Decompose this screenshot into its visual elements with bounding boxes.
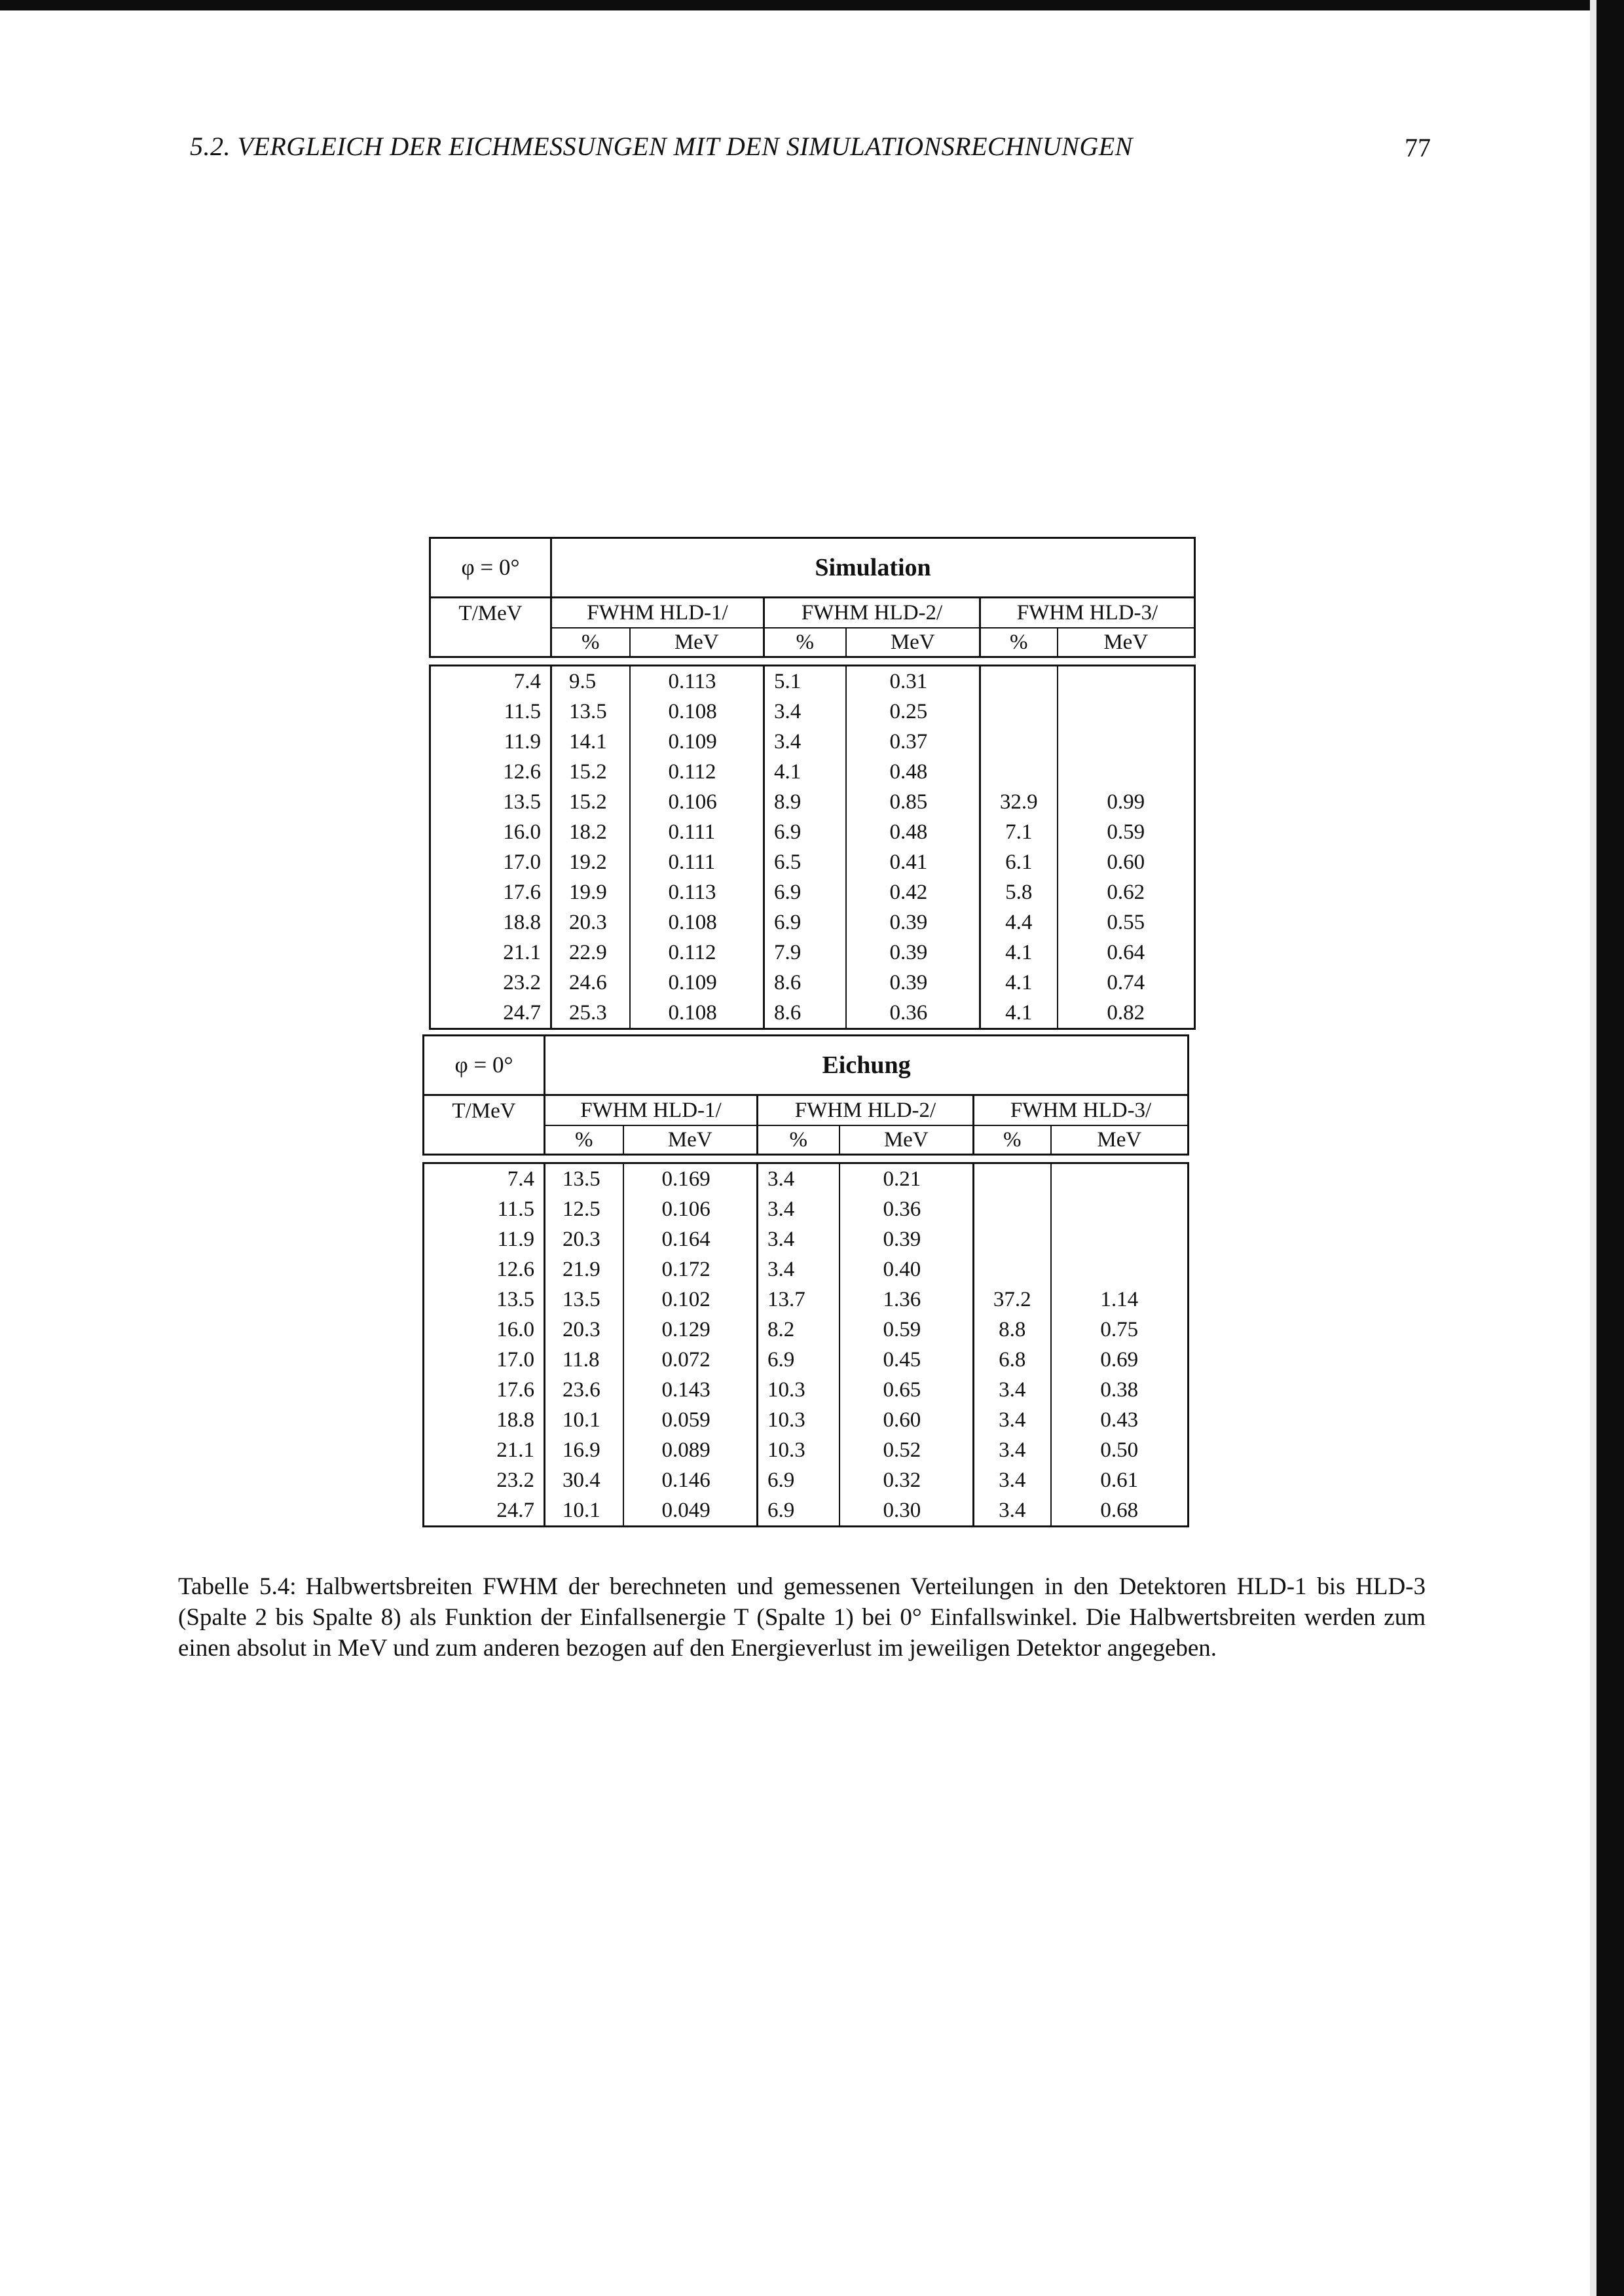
column-header-energy: T/MeV [430,598,551,657]
calibration-table [422,1034,1189,1527]
hld2-percent-cell: 6.5 [764,847,846,877]
unit-header: MeV [623,1125,758,1155]
hld1-percent-cell: 10.1 [545,1405,623,1435]
hld2-mev-cell: 0.39 [846,907,980,938]
hld1-mev-cell: 0.169 [623,1163,758,1195]
hld3-percent-cell [974,1163,1051,1195]
hld1-mev-cell: 0.164 [623,1224,758,1254]
table-row [430,968,1195,998]
group-header-hld2: FWHM HLD-2/ [764,598,980,629]
hld1-percent-cell: 13.5 [551,697,630,727]
hld2-percent-cell: 8.2 [758,1315,840,1345]
hld1-percent-cell: 13.5 [545,1163,623,1195]
unit-header: MeV [840,1125,974,1155]
table-row [430,727,1195,757]
hld2-percent-cell: 3.4 [764,697,846,727]
hld2-percent-cell: 10.3 [758,1375,840,1405]
unit-header: % [974,1125,1051,1155]
hld2-mev-cell: 0.36 [840,1194,974,1224]
hld2-mev-cell: 0.39 [846,938,980,968]
hld2-mev-cell: 0.41 [846,847,980,877]
hld2-percent-cell: 6.9 [764,877,846,907]
hld3-percent-cell: 8.8 [974,1315,1051,1345]
angle-label: φ = 0° [430,538,551,598]
table-row [430,666,1195,697]
hld1-mev-cell: 0.089 [623,1435,758,1465]
table-row [424,1163,1189,1195]
hld3-mev-cell: 0.82 [1058,998,1195,1029]
hld3-percent-cell: 3.4 [974,1405,1051,1435]
hld3-mev-cell [1051,1224,1189,1254]
hld1-mev-cell: 0.109 [630,727,764,757]
energy-cell: 17.6 [424,1375,545,1405]
unit-header: % [758,1125,840,1155]
energy-cell: 11.9 [430,727,551,757]
hld3-mev-cell: 0.68 [1051,1495,1189,1527]
hld3-mev-cell: 1.14 [1051,1285,1189,1315]
unit-header: % [545,1125,623,1155]
hld2-mev-cell: 0.32 [840,1465,974,1495]
hld1-mev-cell: 0.112 [630,757,764,787]
hld3-percent-cell: 4.1 [980,998,1058,1029]
energy-cell: 12.6 [424,1254,545,1285]
hld1-percent-cell: 19.2 [551,847,630,877]
group-header-hld1: FWHM HLD-1/ [551,598,764,629]
energy-cell: 23.2 [430,968,551,998]
hld3-percent-cell: 4.1 [980,968,1058,998]
energy-cell: 24.7 [430,998,551,1029]
hld2-percent-cell: 10.3 [758,1405,840,1435]
table-row [424,1224,1189,1254]
table-title: Eichung [545,1036,1189,1095]
table-row [430,938,1195,968]
hld3-percent-cell: 32.9 [980,787,1058,817]
hld2-mev-cell: 1.36 [840,1285,974,1315]
hld2-percent-cell: 5.1 [764,666,846,697]
hld3-mev-cell: 0.74 [1058,968,1195,998]
hld1-percent-cell: 13.5 [545,1285,623,1315]
table-caption [178,1571,1426,1664]
hld1-mev-cell: 0.102 [623,1285,758,1315]
energy-cell: 16.0 [424,1315,545,1345]
group-header-hld2: FWHM HLD-2/ [758,1095,974,1126]
energy-cell: 23.2 [424,1465,545,1495]
hld2-percent-cell: 13.7 [758,1285,840,1315]
running-title: 5.2. VERGLEICH DER EICHMESSUNGEN MIT DEN SIMULATIONSRECHNUNGEN [190,132,1133,161]
hld2-percent-cell: 4.1 [764,757,846,787]
hld1-percent-cell: 21.9 [545,1254,623,1285]
table-row [430,998,1195,1029]
hld1-percent-cell: 20.3 [545,1315,623,1345]
hld2-percent-cell: 6.9 [764,907,846,938]
hld1-mev-cell: 0.143 [623,1375,758,1405]
hld1-percent-cell: 16.9 [545,1435,623,1465]
hld3-mev-cell: 0.75 [1051,1315,1189,1345]
hld3-mev-cell [1058,666,1195,697]
hld1-percent-cell: 20.3 [551,907,630,938]
hld3-mev-cell: 0.61 [1051,1465,1189,1495]
hld2-mev-cell: 0.59 [840,1315,974,1345]
unit-header: % [764,628,846,657]
hld2-mev-cell: 0.39 [846,968,980,998]
hld3-mev-cell [1058,727,1195,757]
hld1-mev-cell: 0.049 [623,1495,758,1527]
simulation-table [429,537,1196,1030]
table-row [430,697,1195,727]
hld2-percent-cell: 3.4 [758,1224,840,1254]
hld3-percent-cell: 3.4 [974,1465,1051,1495]
hld1-percent-cell: 24.6 [551,968,630,998]
hld3-mev-cell [1058,757,1195,787]
hld2-mev-cell: 0.36 [846,998,980,1029]
caption-text: Halbwertsbreiten FWHM der berechneten und gemessenen Verteilungen in den Detektoren HLD-1 bis HLD-3 (Spalte 2 bis Spalte 8) als Funktion der Einfallsenergie T (Spalte 1) bei 0° Einfallswinkel. Die Halbwertsbreiten werden zum einen absolut in MeV und zum anderen bezogen auf den Energieverlust im jeweiligen Detektor angegeben. [178,1573,1426,1662]
hld1-mev-cell: 0.172 [623,1254,758,1285]
energy-cell: 13.5 [424,1285,545,1315]
hld2-percent-cell: 6.9 [758,1495,840,1527]
hld2-mev-cell: 0.25 [846,697,980,727]
table-row [430,757,1195,787]
caption-label: Tabelle 5.4: [178,1573,297,1600]
hld3-percent-cell: 3.4 [974,1435,1051,1465]
hld2-percent-cell: 6.9 [758,1465,840,1495]
hld2-percent-cell: 8.6 [764,968,846,998]
hld3-percent-cell: 3.4 [974,1495,1051,1527]
hld3-percent-cell [980,666,1058,697]
unit-header: MeV [630,628,764,657]
hld3-percent-cell [974,1194,1051,1224]
hld1-mev-cell: 0.112 [630,938,764,968]
hld1-percent-cell: 23.6 [545,1375,623,1405]
angle-label: φ = 0° [424,1036,545,1095]
energy-cell: 17.0 [424,1345,545,1375]
hld1-mev-cell: 0.113 [630,877,764,907]
hld2-mev-cell: 0.37 [846,727,980,757]
energy-cell: 21.1 [430,938,551,968]
hld3-mev-cell: 0.62 [1058,877,1195,907]
hld3-mev-cell: 0.59 [1058,817,1195,847]
hld3-percent-cell [980,757,1058,787]
energy-cell: 18.8 [424,1405,545,1435]
calibration-header [424,1036,1189,1163]
hld1-mev-cell: 0.129 [623,1315,758,1345]
hld3-mev-cell [1051,1194,1189,1224]
hld3-percent-cell [980,727,1058,757]
table-row [424,1405,1189,1435]
hld1-mev-cell: 0.108 [630,907,764,938]
energy-cell: 17.6 [430,877,551,907]
energy-cell: 21.1 [424,1435,545,1465]
energy-cell: 11.5 [430,697,551,727]
energy-cell: 12.6 [430,757,551,787]
hld2-mev-cell: 0.30 [840,1495,974,1527]
hld2-mev-cell: 0.42 [846,877,980,907]
unit-header: MeV [846,628,980,657]
hld2-mev-cell: 0.45 [840,1345,974,1375]
hld2-mev-cell: 0.85 [846,787,980,817]
hld3-mev-cell: 0.60 [1058,847,1195,877]
hld2-percent-cell: 3.4 [758,1194,840,1224]
hld2-mev-cell: 0.48 [846,757,980,787]
table-row [424,1315,1189,1345]
hld2-percent-cell: 3.4 [758,1254,840,1285]
hld2-percent-cell: 10.3 [758,1435,840,1465]
hld2-mev-cell: 0.52 [840,1435,974,1465]
energy-cell: 7.4 [430,666,551,697]
hld3-mev-cell: 0.55 [1058,907,1195,938]
hld3-mev-cell [1051,1254,1189,1285]
simulation-header [430,538,1195,666]
hld1-mev-cell: 0.111 [630,847,764,877]
table-row [424,1345,1189,1375]
group-header-hld3: FWHM HLD-3/ [974,1095,1189,1126]
hld2-percent-cell: 8.9 [764,787,846,817]
table-row [430,847,1195,877]
hld3-mev-cell: 0.43 [1051,1405,1189,1435]
table-row [424,1495,1189,1527]
hld2-percent-cell: 6.9 [764,817,846,847]
hld1-percent-cell: 18.2 [551,817,630,847]
hld1-percent-cell: 15.2 [551,787,630,817]
hld2-mev-cell: 0.65 [840,1375,974,1405]
hld1-percent-cell: 11.8 [545,1345,623,1375]
hld2-mev-cell: 0.39 [840,1224,974,1254]
scan-border-shadow [1590,0,1596,2296]
hld3-percent-cell: 4.1 [980,938,1058,968]
hld2-mev-cell: 0.48 [846,817,980,847]
hld2-mev-cell: 0.21 [840,1163,974,1195]
hld1-percent-cell: 25.3 [551,998,630,1029]
table-row [424,1465,1189,1495]
unit-header: % [980,628,1058,657]
hld3-percent-cell: 5.8 [980,877,1058,907]
energy-cell: 16.0 [430,817,551,847]
hld3-mev-cell: 0.69 [1051,1345,1189,1375]
hld1-mev-cell: 0.109 [630,968,764,998]
table-title: Simulation [551,538,1195,598]
hld3-mev-cell: 0.38 [1051,1375,1189,1405]
hld1-percent-cell: 22.9 [551,938,630,968]
group-header-hld1: FWHM HLD-1/ [545,1095,758,1126]
hld1-mev-cell: 0.106 [623,1194,758,1224]
energy-cell: 18.8 [430,907,551,938]
table-row [424,1435,1189,1465]
group-header-hld3: FWHM HLD-3/ [980,598,1195,629]
page-number: 77 [1405,133,1431,162]
table-row [424,1375,1189,1405]
table-row [430,907,1195,938]
scan-border-top [0,0,1624,10]
hld3-percent-cell: 7.1 [980,817,1058,847]
column-header-energy: T/MeV [424,1095,545,1155]
hld1-mev-cell: 0.072 [623,1345,758,1375]
hld3-percent-cell: 4.4 [980,907,1058,938]
hld1-mev-cell: 0.146 [623,1465,758,1495]
hld2-mev-cell: 0.60 [840,1405,974,1435]
hld2-percent-cell: 6.9 [758,1345,840,1375]
hld3-percent-cell: 3.4 [974,1375,1051,1405]
energy-cell: 11.9 [424,1224,545,1254]
table-row [424,1254,1189,1285]
hld3-mev-cell: 0.64 [1058,938,1195,968]
energy-cell: 7.4 [424,1163,545,1195]
scan-border-right [1596,0,1624,2296]
hld3-mev-cell [1058,697,1195,727]
hld3-percent-cell: 6.8 [974,1345,1051,1375]
hld2-percent-cell: 8.6 [764,998,846,1029]
hld3-mev-cell: 0.99 [1058,787,1195,817]
hld2-percent-cell: 7.9 [764,938,846,968]
hld2-mev-cell: 0.40 [840,1254,974,1285]
table-row [430,877,1195,907]
hld1-percent-cell: 20.3 [545,1224,623,1254]
energy-cell: 11.5 [424,1194,545,1224]
hld3-mev-cell: 0.50 [1051,1435,1189,1465]
hld1-percent-cell: 15.2 [551,757,630,787]
table-row [424,1285,1189,1315]
hld2-mev-cell: 0.31 [846,666,980,697]
hld1-percent-cell: 9.5 [551,666,630,697]
table-row [430,787,1195,817]
simulation-rows [430,666,1195,1029]
hld1-percent-cell: 30.4 [545,1465,623,1495]
hld1-mev-cell: 0.113 [630,666,764,697]
hld3-percent-cell: 6.1 [980,847,1058,877]
hld2-percent-cell: 3.4 [764,727,846,757]
hld1-percent-cell: 19.9 [551,877,630,907]
hld3-mev-cell [1051,1163,1189,1195]
hld1-mev-cell: 0.108 [630,697,764,727]
energy-cell: 24.7 [424,1495,545,1527]
unit-header: MeV [1051,1125,1189,1155]
energy-cell: 17.0 [430,847,551,877]
energy-cell: 13.5 [430,787,551,817]
unit-header: % [551,628,630,657]
table-row [424,1194,1189,1224]
hld1-percent-cell: 10.1 [545,1495,623,1527]
hld1-percent-cell: 14.1 [551,727,630,757]
hld3-percent-cell [980,697,1058,727]
hld3-percent-cell: 37.2 [974,1285,1051,1315]
calibration-rows [424,1163,1189,1527]
hld3-percent-cell [974,1224,1051,1254]
hld1-mev-cell: 0.108 [630,998,764,1029]
unit-header: MeV [1058,628,1195,657]
hld3-percent-cell [974,1254,1051,1285]
hld2-percent-cell: 3.4 [758,1163,840,1195]
table-row [430,817,1195,847]
hld1-percent-cell: 12.5 [545,1194,623,1224]
hld1-mev-cell: 0.106 [630,787,764,817]
hld1-mev-cell: 0.111 [630,817,764,847]
hld1-mev-cell: 0.059 [623,1405,758,1435]
